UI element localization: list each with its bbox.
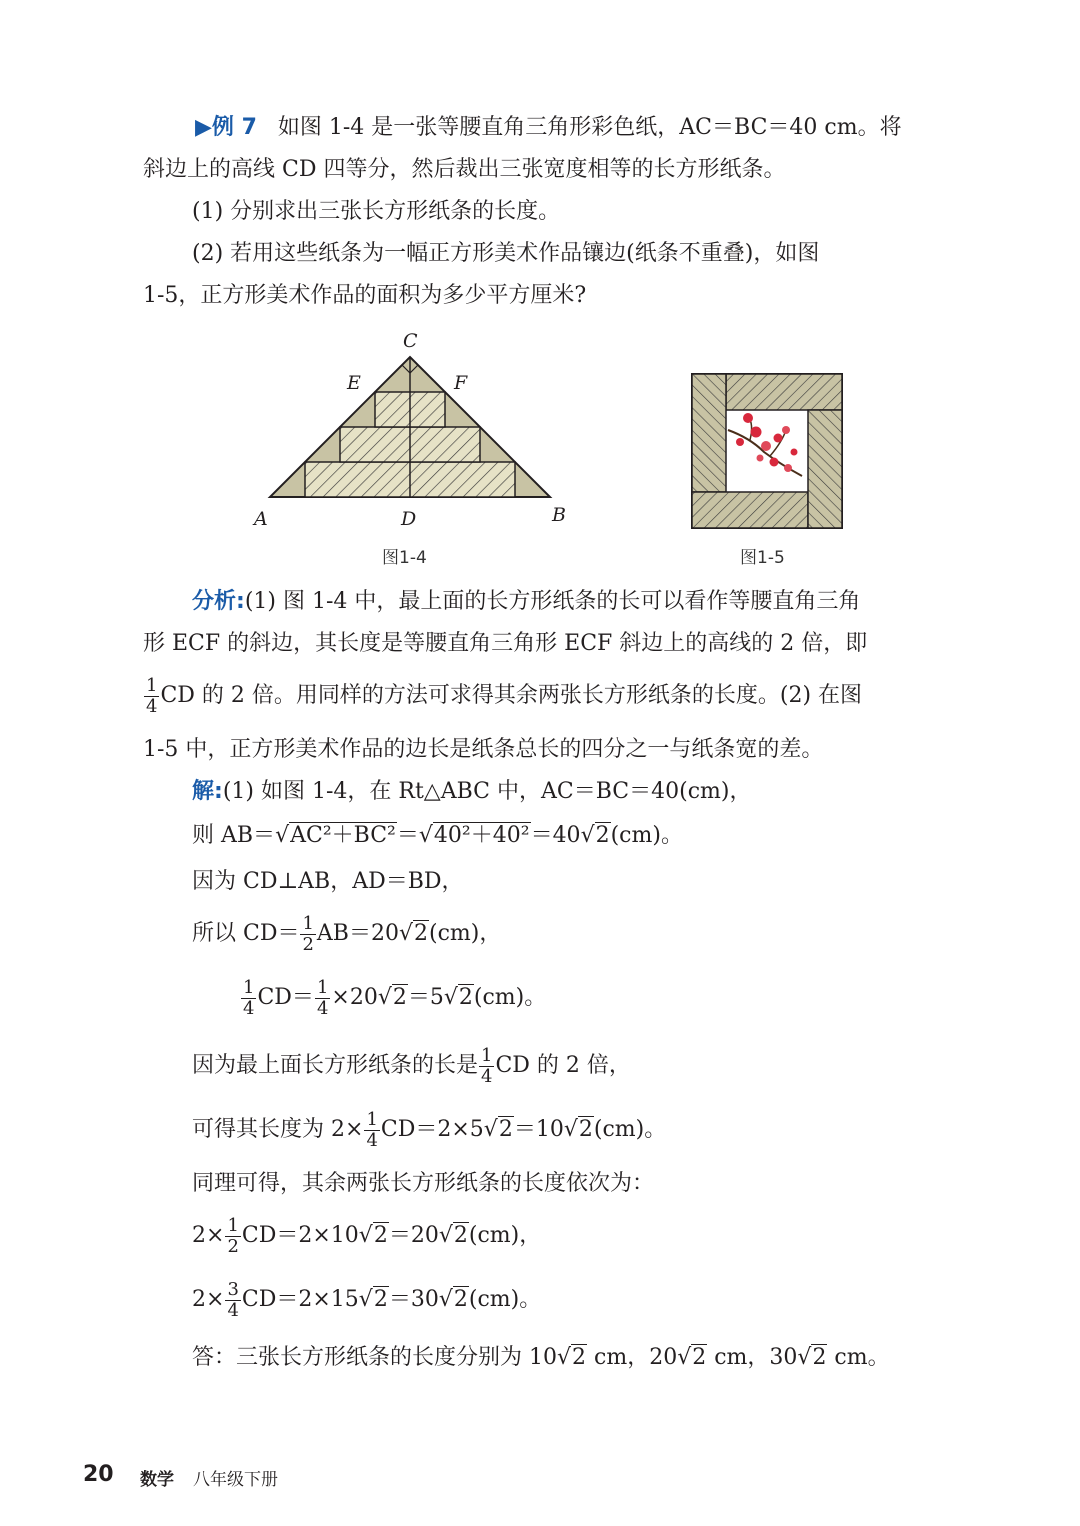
- radical: √2: [797, 1345, 827, 1370]
- question-2-line-1: (2) 若用这些纸条为一幅正方形美术作品镶边(纸条不重叠)，如图: [192, 241, 820, 266]
- example-text-1: 如图 1-4 是一张等腰直角三角形彩色纸，AC＝BC＝40 cm。将: [277, 115, 902, 140]
- solution-line-6: 因为最上面长方形纸条的长是 $\frac{1}{4}$ CD 的 2 倍，: [192, 1044, 631, 1087]
- label-c: C: [403, 330, 418, 352]
- footer-grade: 八年级下册: [193, 1470, 278, 1490]
- page-number: 20: [83, 1462, 114, 1487]
- solution-line-1: 解:(1) 如图 1-4，在 Rt△ABC 中，AC＝BC＝40(cm)，: [192, 779, 752, 804]
- radical: √2: [398, 921, 429, 946]
- figure-1-5: [690, 372, 844, 530]
- frame-strip-right: [808, 410, 842, 528]
- analysis-tag: 分析:: [192, 589, 245, 614]
- frame-strip-top: [726, 374, 842, 410]
- solution-line-4: 所以 CD＝ $\frac{1}{2}$ AB＝20√2(cm)，: [192, 908, 992, 960]
- fraction: $\frac{1}{4}$: [316, 976, 329, 1019]
- solution-line-10: 2× $\frac{3}{4}$ CD＝2×15√2＝30√2(cm)。: [192, 1274, 992, 1326]
- radical: √AC²＋BC²: [275, 823, 396, 848]
- solution-line-2: 则 AB＝√AC²＋BC²＝√40²＋40²＝40√2(cm)。: [192, 816, 992, 856]
- radical: √2: [677, 1345, 707, 1370]
- frame-strip-left: [692, 374, 726, 492]
- example-line-2: 斜边上的高线 CD 四等分，然后裁出三张宽度相等的长方形纸条。: [143, 157, 786, 182]
- example-tag: ▶例 7: [195, 115, 257, 140]
- solution-line-5: $\frac{1}{4}$ CD＝ $\frac{1}{4}$ ×20√2＝5√2(cm)。: [240, 972, 1040, 1024]
- fraction: $\frac{1}{4}$: [481, 1044, 493, 1087]
- fraction: $\frac{1}{2}$: [227, 1214, 239, 1257]
- fraction: $\frac{3}{4}$: [227, 1278, 239, 1321]
- figure-1-5-caption: 图1-5: [740, 548, 785, 568]
- example-line-1: [195, 108, 995, 148]
- question-2-line-2: 1-5，正方形美术作品的面积为多少平方厘米?: [143, 283, 587, 308]
- radical: √2: [443, 985, 473, 1010]
- radical: √40²＋40²: [418, 823, 530, 848]
- analysis-line-2: 形 ECF 的斜边，其长度是等腰直角三角形 ECF 斜边上的高线的 2 倍，即: [143, 631, 868, 656]
- radical: √2: [377, 985, 407, 1010]
- radical: √2: [438, 1223, 468, 1248]
- question-1: (1) 分别求出三张长方形纸条的长度。: [192, 199, 561, 224]
- figure-1-4-caption: 图1-4: [382, 548, 427, 568]
- label-a: A: [254, 508, 268, 530]
- radical: √2: [483, 1117, 513, 1142]
- solution-answer: 答：三张长方形纸条的长度分别为 10√2 cm，20√2 cm，30√2 cm。: [192, 1338, 992, 1378]
- analysis-text-3: CD 的 2 倍。用同样的方法可求得其余两张长方形纸条的长度。(2) 在图: [160, 683, 863, 708]
- solution-line-8: 同理可得，其余两张长方形纸条的长度依次为：: [192, 1171, 655, 1196]
- fraction: $\frac{1}{2}$: [302, 912, 314, 955]
- radical: √2: [358, 1287, 388, 1312]
- solution-line-9: 2× $\frac{1}{2}$ CD＝2×10√2＝20√2(cm)，: [192, 1210, 992, 1262]
- analysis-line-1: [192, 582, 992, 622]
- analysis-text-1: (1) 图 1-4 中，最上面的长方形纸条的长可以看作等腰直角三角: [244, 589, 861, 614]
- fraction: $\frac{1}{4}$: [366, 1108, 378, 1151]
- footer-subject: 数学: [140, 1470, 174, 1490]
- fraction-one-quarter: $\frac{1}{4}$: [146, 674, 158, 717]
- radical: √2: [580, 823, 610, 848]
- solution-line-7: 可得其长度为 2× $\frac{1}{4}$ CD＝2×5√2＝10√2(cm)。: [192, 1104, 992, 1156]
- label-b: B: [552, 504, 566, 526]
- analysis-line-4: 1-5 中，正方形美术作品的边长是纸条总长的四分之一与纸条宽的差。: [143, 737, 824, 762]
- label-f: F: [454, 372, 468, 394]
- analysis-line-3: [143, 670, 943, 722]
- solution-tag: 解:: [192, 779, 223, 804]
- radical: √2: [563, 1117, 593, 1142]
- radical: √2: [438, 1287, 468, 1312]
- frame-strip-bottom: [692, 492, 808, 528]
- fraction: $\frac{1}{4}$: [243, 976, 255, 1019]
- label-e: E: [347, 372, 361, 394]
- solution-line-3: 因为 CD⊥AB，AD＝BD，: [192, 869, 464, 894]
- radical: √2: [557, 1345, 587, 1370]
- figure-1-4: [240, 325, 580, 545]
- label-d: D: [401, 508, 417, 530]
- radical: √2: [358, 1223, 388, 1248]
